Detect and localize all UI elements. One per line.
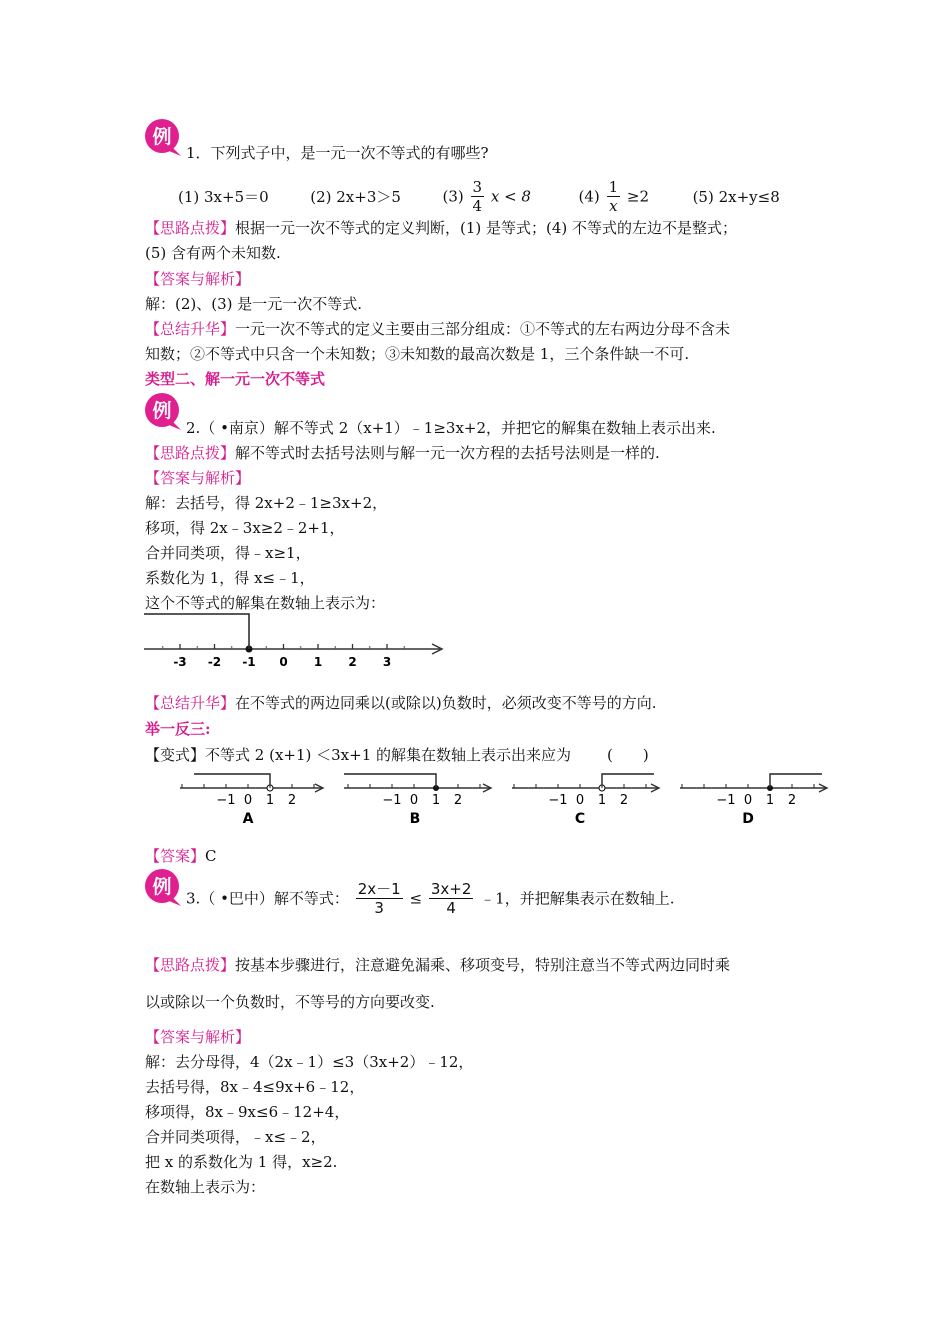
axis-tick-label: 1: [265, 793, 275, 808]
axis-tick-label: 0: [279, 655, 288, 669]
example3-question: 3.（ •巴中）解不等式： $\frac{2x-1}{3}$ ≤ $\frac{3x+2}{4}$ ﹣1，并把解集表示在数轴上.: [186, 880, 675, 917]
example2-question: 2.（ •南京）解不等式 2（x+1）﹣1≥3x+2，并把它的解集在数轴上表示出来.: [186, 419, 716, 437]
axis-tick-label: 0: [409, 793, 419, 808]
svg-text:例: 例: [152, 876, 172, 898]
option-b-label: B: [409, 811, 421, 827]
axis-tick-label: −1: [548, 793, 568, 808]
example2-step-2: 移项，得 2x﹣3x≥2﹣2+1，: [145, 519, 345, 537]
example3-step-1: 解：去分母得，4（2x﹣1）≤3（3x+2）﹣12，: [145, 1053, 474, 1071]
axis-tick-label: 1: [313, 655, 323, 669]
item-4-rest: ≥2: [626, 187, 650, 206]
option-a-number-line: [176, 770, 326, 828]
axis-tick-label: 1: [765, 793, 775, 808]
item-3-fraction: $\frac{3}{4}$: [472, 178, 483, 215]
example2-step-4: 系数化为 1，得 x≤﹣1，: [145, 569, 315, 587]
example1-items: [178, 178, 780, 218]
example3-answer-label: 【答案与解析】: [145, 1028, 251, 1046]
example3-step-5: 把 x 的系数化为 1 得，x≥2.: [145, 1153, 338, 1171]
item-3-label: (3): [442, 187, 464, 206]
axis-tick-label: 1: [431, 793, 441, 808]
axis-tick-label: -2: [207, 655, 222, 669]
example2-summary: 【总结升华】在不等式的两边同乘以(或除以)负数时，必须改变不等号的方向.: [145, 694, 657, 712]
axis-tick-label: 2: [348, 655, 357, 669]
svg-text:例: 例: [152, 126, 172, 148]
axis-tick-label: 2: [619, 793, 629, 808]
number-line-solution: [140, 610, 450, 672]
example-badge-icon: [143, 866, 181, 906]
item-3-rest: x < 8: [490, 187, 531, 206]
option-c-number-line: [508, 770, 663, 828]
hint-label: 【思路点拨】: [145, 219, 236, 237]
axis-tick-label: 2: [787, 793, 797, 808]
example2-hint: 【思路点拨】解不等式时去括号法则与解一元一次方程的去括号法则是一样的.: [145, 444, 660, 462]
example3-step-6: 在数轴上表示为：: [145, 1178, 266, 1196]
item-4-label: (4): [578, 187, 600, 206]
example3-hint-line2: 以或除以一个负数时，不等号的方向要改变.: [145, 993, 435, 1011]
example2-answer-label: 【答案与解析】: [145, 469, 251, 487]
example1-hint: 【思路点拨】根据一元一次不等式的定义判断，(1) 是等式；(4) 不等式的左边不是整式；: [145, 219, 738, 237]
example1-summary-line2: 知数；②不等式中只含一个未知数；③未知数的最高次数是 1，三个条件缺一不可.: [145, 345, 690, 363]
solution-ray: [144, 614, 249, 649]
option-d-label: D: [742, 811, 754, 827]
axis-tick-label: 2: [287, 793, 297, 808]
example2-step-5: 这个不等式的解集在数轴上表示为：: [145, 594, 386, 612]
solution-ray: [344, 774, 436, 788]
option-d-number-line: [676, 770, 831, 828]
svg-text:例: 例: [152, 400, 172, 422]
option-c-label: C: [574, 811, 586, 827]
example2-step-3: 合并同类项，得﹣x≥1，: [145, 544, 311, 562]
item-4-fraction: $\frac{1}{x}$: [608, 178, 619, 215]
section2-title: 类型二、解一元一次不等式: [145, 370, 326, 388]
axis-tick-label: −1: [716, 793, 736, 808]
example2-step-1: 解：去括号，得 2x+2﹣1≥3x+2，: [145, 494, 388, 512]
example1-answer: 解：(2)、(3) 是一元一次不等式.: [145, 295, 363, 313]
answer-paren: ( ): [607, 746, 649, 764]
axis-tick-label: 0: [575, 793, 585, 808]
option-a-label: A: [242, 811, 254, 827]
axis-tick-label: 0: [243, 793, 253, 808]
example3-step-3: 移项得，8x﹣9x≤6﹣12+4，: [145, 1103, 350, 1121]
axis-tick-label: −1: [216, 793, 236, 808]
axis-tick-label: 3: [382, 655, 392, 669]
axis-tick-label: 2: [453, 793, 463, 808]
item-2: (2) 2x+3＞5: [310, 187, 401, 206]
variant-question: 【变式】不等式 2 (x+1) ＜3x+1 的解集在数轴上表示出来应为 ( ): [145, 746, 649, 764]
example1-question: 1．下列式子中，是一元一次不等式的有哪些?: [186, 144, 489, 162]
item-5: (5) 2x+y≤8: [692, 187, 780, 206]
option-b-number-line: [340, 770, 495, 828]
axis-tick-label: -1: [242, 655, 256, 669]
solution-ray: [194, 774, 270, 788]
example3-step-2: 去括号得，8x﹣4≤9x+6﹣12，: [145, 1078, 365, 1096]
example-badge-icon: [143, 390, 181, 430]
example-badge-icon: [143, 116, 181, 156]
example3-hint: 【思路点拨】按基本步骤进行，注意避免漏乘、移项变号，特别注意当不等式两边同时乘: [145, 956, 731, 974]
axis-tick-label: -3: [173, 655, 187, 669]
example3-step-4: 合并同类项得，﹣x≤﹣2，: [145, 1128, 326, 1146]
example1-summary: 【总结升华】一元一次不等式的定义主要由三部分组成：①不等式的左右两边分母不含未: [145, 320, 731, 338]
variant-answer: 【答案】C: [145, 847, 217, 865]
example1-hint-line2: (5) 含有两个未知数.: [145, 244, 281, 262]
axis-tick-label: 0: [743, 793, 753, 808]
axis-tick-label: 1: [597, 793, 607, 808]
axis-tick-label: −1: [382, 793, 402, 808]
practice-title: 举一反三:: [145, 720, 211, 738]
fraction-1: $\frac{2x-1}{3}$: [357, 880, 401, 917]
item-1: (1) 3x+5＝0: [178, 187, 269, 206]
fraction-2: $\frac{3x+2}{4}$: [430, 880, 472, 917]
example1-answer-label: 【答案与解析】: [145, 270, 251, 288]
